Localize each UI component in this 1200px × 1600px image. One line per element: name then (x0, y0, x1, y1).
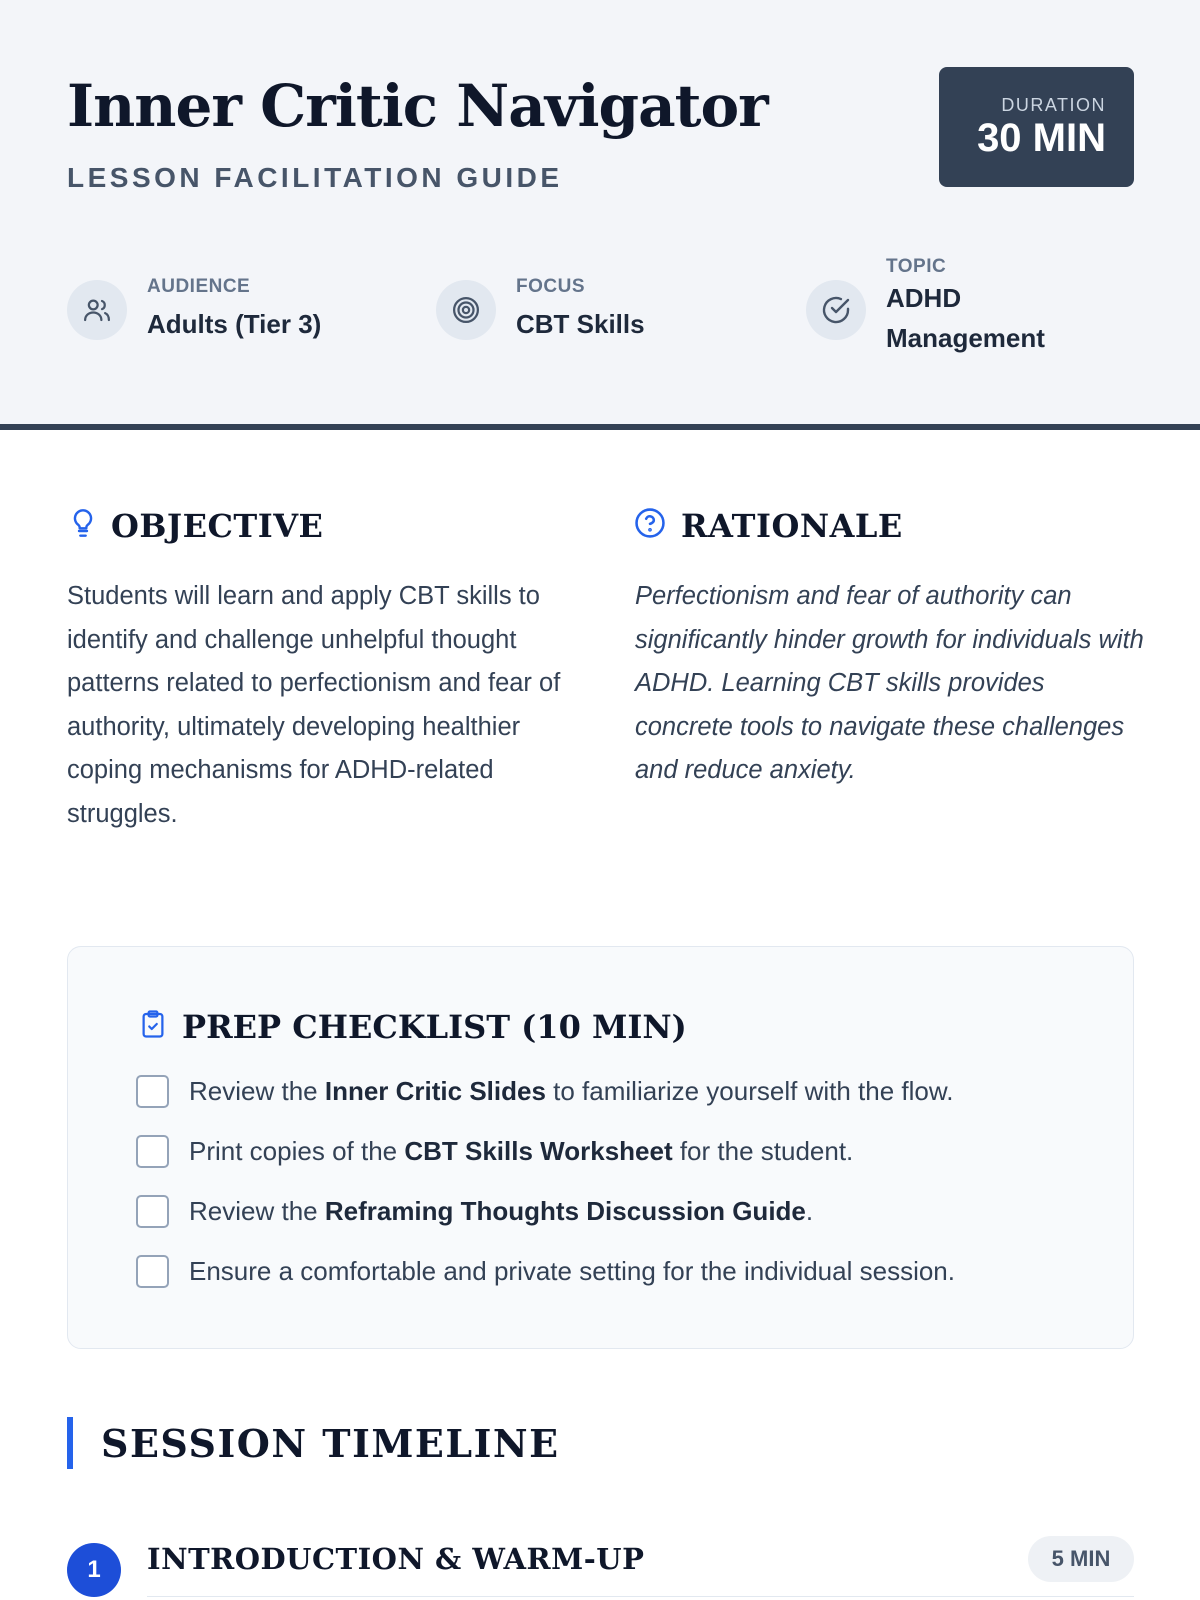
section-title: PREP CHECKLIST (10 MIN) (182, 1007, 687, 1046)
checklist-item[interactable] (136, 1135, 853, 1168)
duration-value: 30 MIN (977, 116, 1106, 160)
checklist-item-text: Ensure a comfortable and private setting for the individual session. (189, 1256, 955, 1286)
page-subtitle: LESSON FACILITATION GUIDE (67, 162, 563, 193)
meta-label: TOPIC (886, 256, 947, 277)
section-title: SESSION TIMELINE (101, 1420, 560, 1466)
prep-checklist-card (67, 946, 1134, 1349)
timeline-heading (67, 1417, 560, 1469)
meta-label: AUDIENCE (147, 276, 251, 297)
checklist-item[interactable] (136, 1075, 953, 1108)
divider (147, 1596, 1134, 1597)
section-title: RATIONALE (681, 506, 903, 545)
checkbox[interactable] (136, 1135, 169, 1168)
checklist-item[interactable] (136, 1195, 813, 1228)
checkbox[interactable] (136, 1255, 169, 1288)
checkbox[interactable] (136, 1195, 169, 1228)
meta-audience (67, 250, 321, 344)
checkbox[interactable] (136, 1075, 169, 1108)
duration-label: DURATION (1001, 95, 1106, 115)
lesson-header (0, 0, 1200, 430)
page-title: Inner Critic Navigator (67, 72, 768, 140)
section-title: OBJECTIVE (111, 506, 324, 545)
target-icon (436, 280, 496, 340)
checklist-item-text: Review the Inner Critic Slides to familiarize yourself with the flow. (189, 1076, 954, 1106)
objective-heading (67, 506, 323, 545)
rationale-text: Perfectionism and fear of authority can significantly hinder growth for individuals with ADHD. Learning CBT skills provides concrete tools to navigate these challenges and reduce anxiety. (635, 582, 1144, 784)
meta-value: CBT Skills (516, 309, 645, 339)
step-duration-badge: 5 MIN (1028, 1536, 1134, 1582)
rationale-heading (633, 506, 903, 545)
meta-value: ADHD Management (886, 283, 1045, 353)
duration-badge (939, 67, 1134, 187)
meta-value: Adults (Tier 3) (147, 309, 322, 339)
help-circle-icon (633, 506, 667, 545)
lightbulb-icon (67, 506, 99, 545)
meta-topic (806, 250, 1086, 358)
objective-text: Students will learn and apply CBT skills to identify and challenge unhelpful thought patterns related to perfectionism and fear of authority, ultimately developing healthier coping mechanisms for ADHD-related struggles. (67, 582, 561, 828)
step-title: INTRODUCTION & WARM-UP (147, 1542, 645, 1576)
checklist-item-text: Print copies of the CBT Skills Worksheet for the student. (189, 1136, 854, 1166)
step-number-badge: 1 (67, 1543, 121, 1597)
prep-heading (138, 1007, 687, 1046)
checklist-item[interactable] (136, 1255, 955, 1288)
check-circle-icon (806, 280, 866, 340)
meta-label: FOCUS (516, 276, 585, 297)
clipboard-check-icon (138, 1007, 168, 1046)
users-icon (67, 280, 127, 340)
meta-focus (436, 250, 645, 344)
checklist-item-text: Review the Reframing Thoughts Discussion Guide. (189, 1196, 814, 1226)
